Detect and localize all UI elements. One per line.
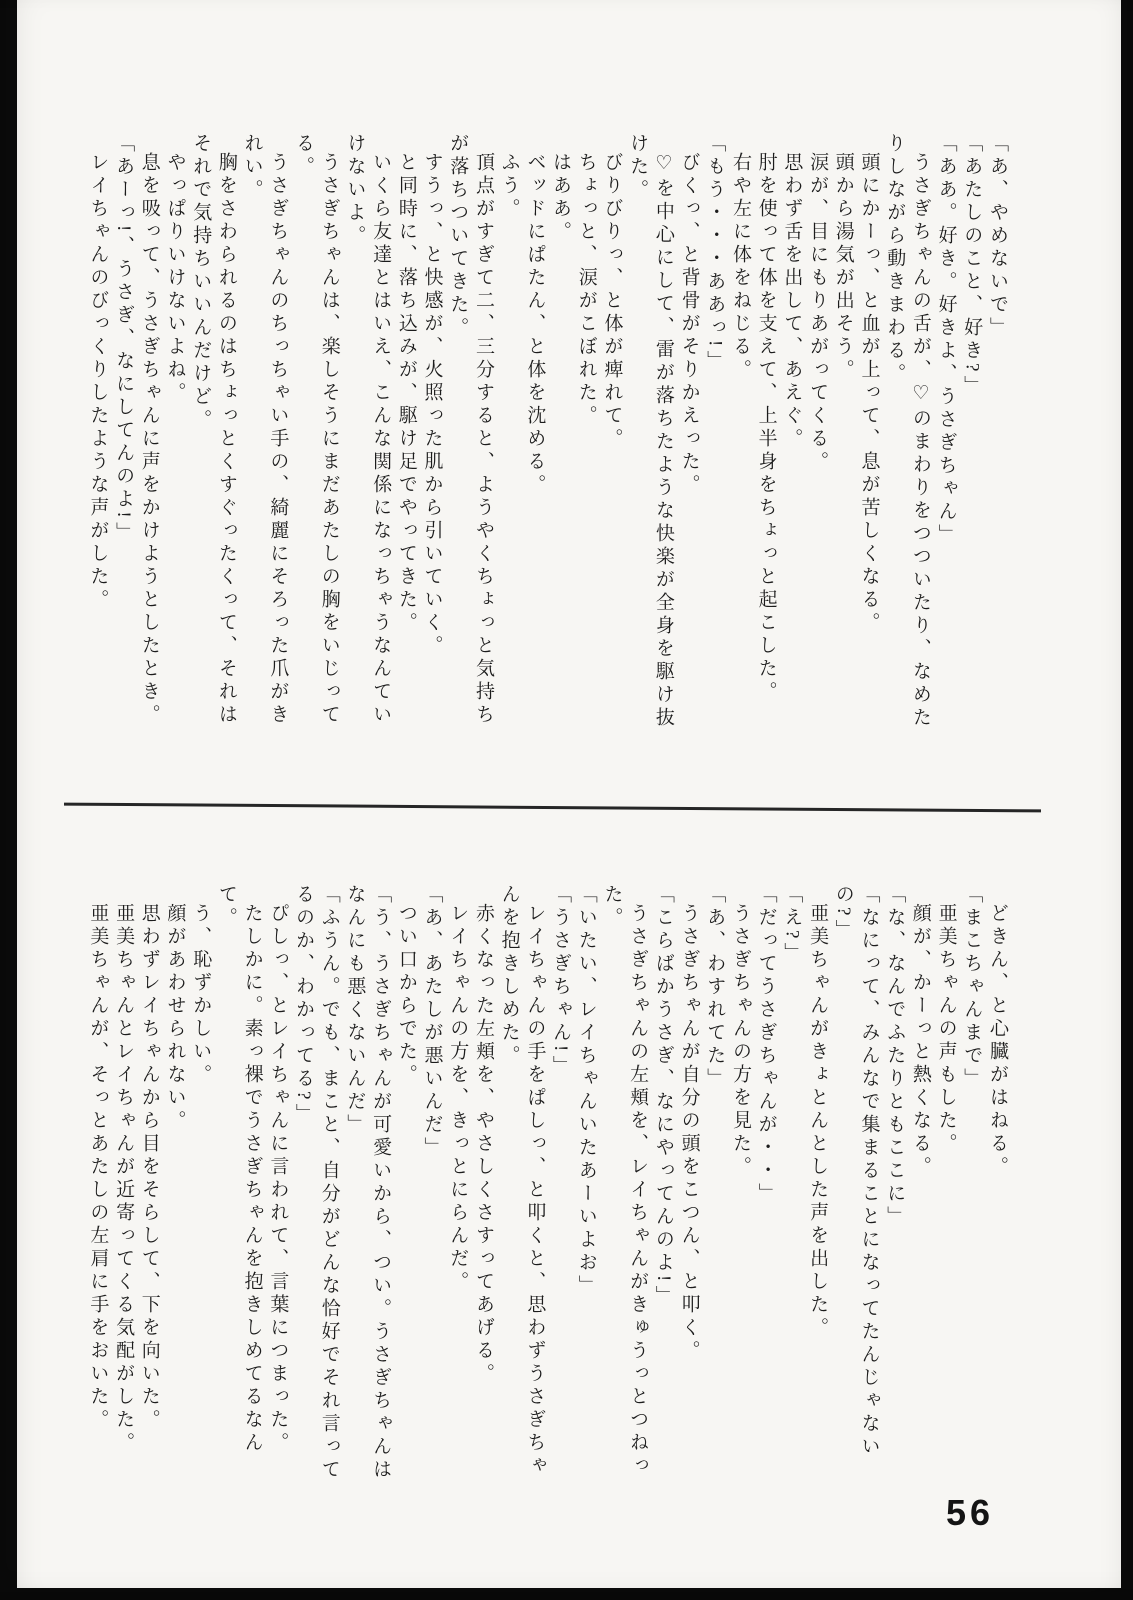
paragraph: うさぎちゃんは、楽しそうにまだあたしの胸をいじってる。 [293,133,340,727]
paragraph: 「うさぎちゃん!」 [550,884,572,1079]
paragraph: びくっ、と背骨がそりかえった。 [678,152,700,497]
paragraph: 胸をさわられるのはちょっとくすぐったくって、それはそれで気持ちいいんだけど。 [190,133,237,727]
paragraph: 「なにって、みんなで集まることになってたんじゃないの?」 [832,884,880,1459]
story-text-block-bottom [72,884,1010,1486]
paragraph: 右や左に体をねじる。 [729,152,751,382]
paragraph: レイちゃんの手をぱしっ、と叩くと、思わずうさぎちゃんを抱きしめた。 [498,884,546,1478]
page-number: 56 [946,1492,995,1533]
paragraph: 「あ、わすれてた」 [704,884,726,1091]
paragraph: やっぱりいけないよね。 [164,152,186,405]
paragraph: つい口からでた。 [395,903,417,1087]
paragraph: 亜美ちゃんが、そっとあたしの左肩に手をおいた。 [87,903,109,1432]
paragraph: ちょっと、涙がこぼれた。 [575,152,597,428]
paragraph: 思わず舌を出して、あえぐ。 [781,152,803,451]
scan-border-left [0,0,17,1600]
paragraph: 「な、なんでふたりともここに」 [884,884,906,1229]
paragraph: レイちゃんのびっくりしたような声がした。 [87,152,109,612]
paragraph: 「だってうさぎちゃんが・・」 [755,884,777,1206]
scan-border-right [1121,0,1133,1600]
paragraph: ベッドにぱたん、と体を沈める。 [524,152,546,497]
paragraph: いくら友達とはいえ、こんな関係になっちゃうなんていけないよ。 [344,133,392,727]
paragraph: 思わずレイちゃんから目をそらして、下を向いた。 [138,903,160,1432]
paragraph: 「あーっ!、うさぎ、なにしてんのよ!」 [113,133,135,545]
paragraph: はああ。 [550,152,572,244]
paragraph: 「え?」 [781,884,803,966]
paragraph: どきん、と心臓がはねる。 [987,903,1008,1179]
paragraph: 肘を使って体を支えて、上半身をちょっと起こした。 [755,152,777,704]
paragraph: 頭にかーっ、と血が上って、息が苦しくなる。 [858,152,880,635]
paragraph: 「う、うさぎちゃんが可愛いから、つい。うさぎちゃんはなんにも悪くないんだ」 [344,884,392,1482]
paragraph: 亜美ちゃんがきょとんとした声を出した。 [807,903,829,1340]
paragraph: ふう。 [498,152,520,221]
paragraph: 「あ、やめないで」 [987,133,1008,340]
paragraph: 「こらばかうさぎ、なにやってんのよ!」 [652,884,674,1309]
paragraph: 顔が、かーっと熱くなる。 [909,903,931,1179]
paragraph: 「あたしのこと、好き?」 [961,133,983,399]
paragraph: と同時に、落ち込みが、駆け足でやってきた。 [395,152,417,635]
paragraph: たしかに。素っ裸でうさぎちゃんを抱きしめてるなんて。 [215,884,263,1455]
paragraph: ぴしっ、とレイちゃんに言われて、言葉につまった。 [267,903,289,1455]
paragraph: うさぎちゃんの左頬を、レイちゃんがきゅうっとつねった。 [601,884,649,1478]
paragraph: 頂点がすぎて二、三分すると、ようやくちょっと気持ちが落ちついてきた。 [447,133,494,727]
paragraph: 顔があわせられない。 [164,903,186,1133]
paragraph: 涙が、目にもりあがってくる。 [807,152,829,474]
paragraph: うさぎちゃんの方を見た。 [729,903,751,1179]
paragraph: 「まこちゃんまで」 [961,884,983,1091]
paragraph: 「もう・・・ああっ!」 [704,133,726,374]
scan-border-bottom [0,1588,1133,1600]
paragraph: うさぎちゃんが自分の頭をこつん、と叩く。 [678,903,700,1363]
paragraph: 「ああ。好き。好きよ、うさぎちゃん」 [935,133,957,547]
paragraph: レイちゃんの方を、きっとにらんだ。 [447,903,469,1294]
section-divider [64,803,1041,813]
paragraph: うさぎちゃんのちっちゃい手の、綺麗にそろった爪がきれい。 [241,133,289,727]
paragraph: うさぎちゃんの舌が、♡のまわりをつついたり、なめたりしながら動きまわる。 [884,133,931,730]
paragraph: う、恥ずかしい。 [190,903,212,1087]
paragraph: びりびりっ、と体が痺れて。 [601,152,623,451]
paragraph: ♡を中心にして、雷が落ちたような快楽が全身を駆け抜けた。 [627,133,674,730]
paragraph: 「ふうん。でも、まこと、自分がどんな恰好でそれ言ってるのか、わかってる?」 [293,884,340,1482]
paragraph: すうっ、と快感が、火照った肌から引いていく。 [421,152,443,658]
paragraph: 赤くなった左頬を、やさしくさすってあげる。 [472,903,494,1386]
paragraph: 「あ、あたしが悪いんだ」 [421,884,443,1160]
paragraph: 「いたい、レイちゃんいたあーいよお」 [575,884,597,1298]
paragraph: 亜美ちゃんの声もした。 [935,903,957,1156]
paragraph: 息を吸って、うさぎちゃんに声をかけようとしたとき。 [138,152,160,727]
paragraph: 亜美ちゃんとレイちゃんが近寄ってくる気配がした。 [113,903,135,1455]
story-text-block-top [72,133,1010,735]
paragraph: 頭から湯気が出そう。 [832,152,854,382]
